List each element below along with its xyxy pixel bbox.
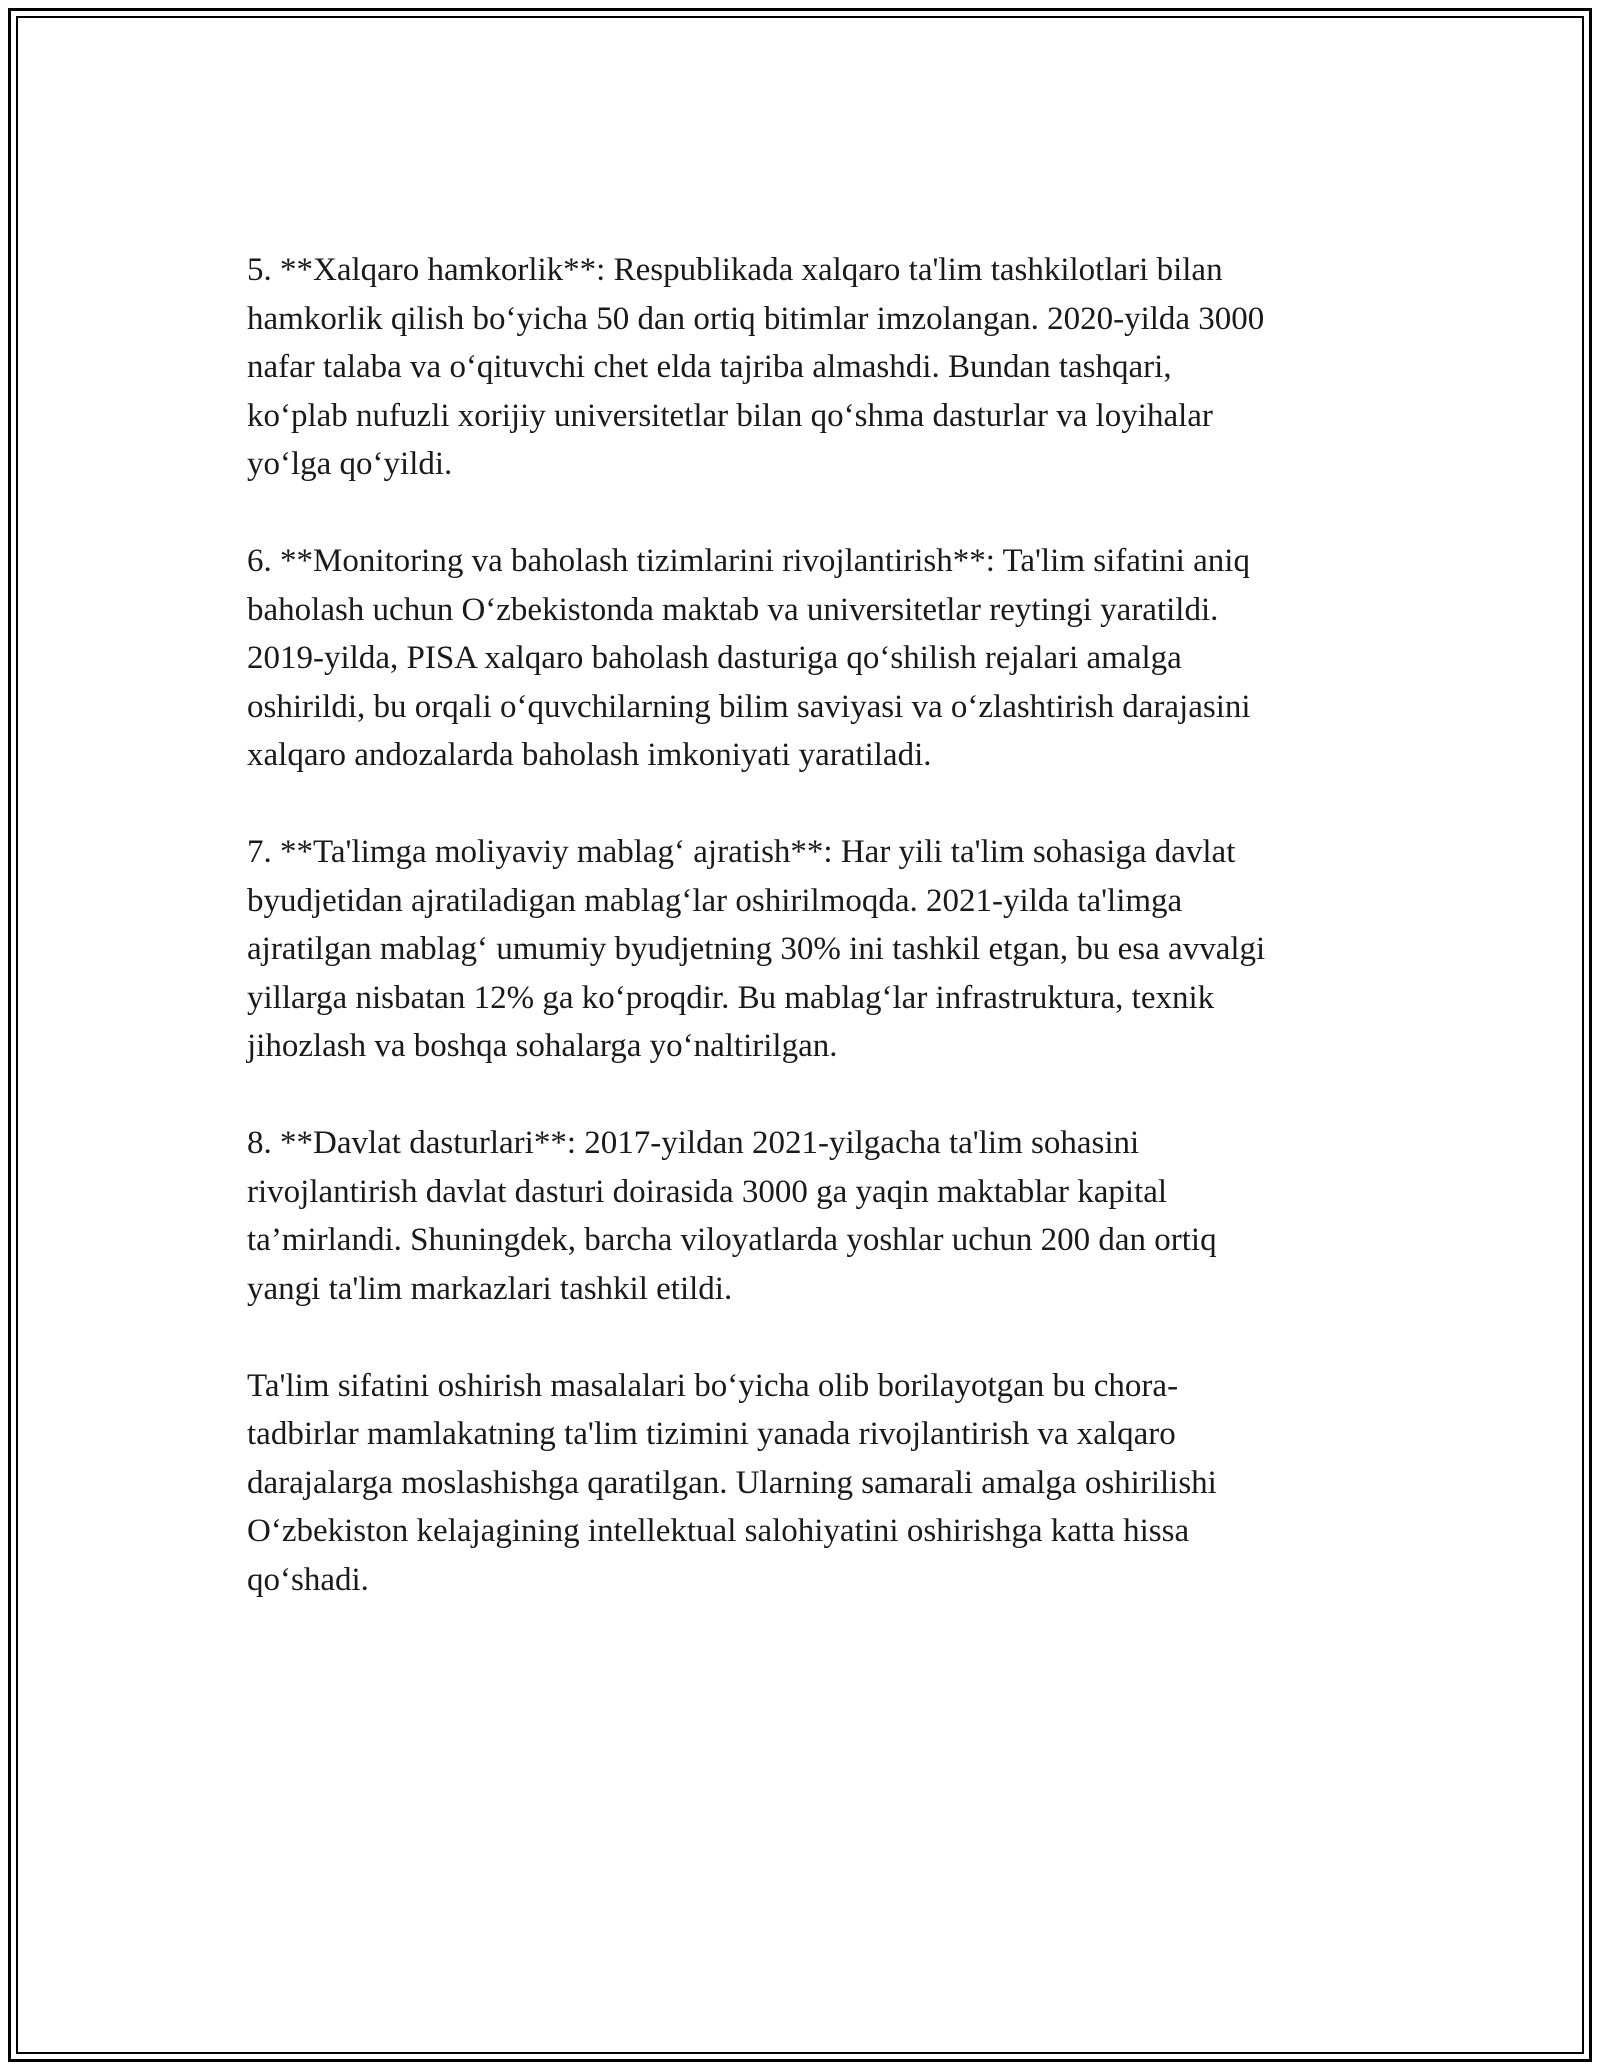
paragraph-davlat-dasturlari: 8. **Davlat dasturlari**: 2017-yildan 2021-yilgacha ta'lim sohasini rivojlantirish davlat dasturi doirasida 3000 ga yaqin maktablar kapital ta’mirlandi. Shuningdek, barcha viloyatlarda yoshlar uchun 200 dan ortiq yangi ta'lim markazlari tashkil etildi. [247, 1125, 1217, 1307]
document-body [247, 246, 1397, 1653]
paragraph-conclusion: Ta'lim sifatini oshirish masalalari bo‘yicha olib borilayotgan bu chora- tadbirlar mamlakatning ta'lim tizimini yanada rivojlantirish va xalqaro darajalarga moslashishga qaratilgan. Ularning samarali amalga oshirilishi O‘zbekiston kelajagining intellektual salohiyatini oshirishga katta hissa qo‘shadi. [247, 1367, 1217, 1598]
paragraph-xalqaro-hamkorlik: 5. **Xalqaro hamkorlik**: Respublikada xalqaro ta'lim tashkilotlari bilan hamkorlik qilish bo‘yicha 50 dan ortiq bitimlar imzolangan. 2020-yilda 3000 nafar talaba va o‘qituvchi chet elda tajriba almashdi. Bundan tashqari, ko‘plab nufuzli xorijiy universitetlar bilan qo‘shma dasturlar va loyihalar yo‘lga qo‘yildi. [247, 252, 1265, 482]
paragraph-moliyaviy-mablag: 7. **Ta'limga moliyaviy mablag‘ ajratish**: Har yili ta'lim sohasiga davlat byudjetidan ajratiladigan mablag‘lar oshirilmoqda. 2021-yilda ta'limga ajratilgan mablag‘ umumiy byudjetning 30% ini tashkil etgan, bu esa avvalgi yillarga nisbatan 12% ga ko‘proqdir. Bu mablag‘lar infrastruktura, texnik jihozlash va boshqa sohalarga yo‘naltirilgan. [247, 834, 1266, 1064]
page-border [8, 8, 1592, 2062]
paragraph-monitoring-baholash: 6. **Monitoring va baholash tizimlarini rivojlantirish**: Ta'lim sifatini aniq baholash uchun O‘zbekistonda maktab va universitetlar reytingi yaratildi. 2019-yilda, PISA xalqaro baholash dasturiga qo‘shilish rejalari amalga oshirildi, bu orqali o‘quvchilarning bilim saviyasi va o‘zlashtirish darajasini xalqaro andozalarda baholash imkoniyati yaratiladi. [247, 543, 1251, 773]
